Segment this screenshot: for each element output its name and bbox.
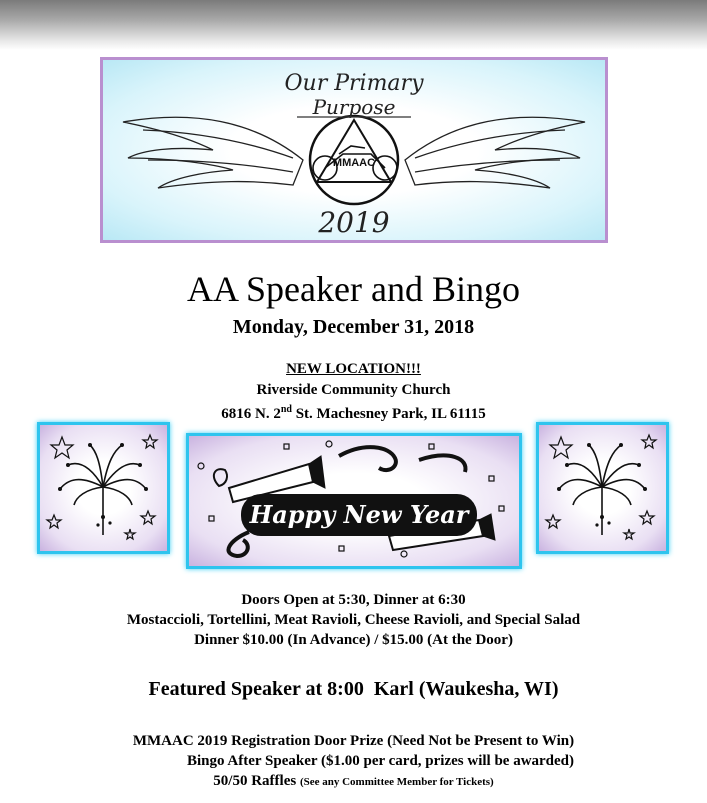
banner-year: 2019 bbox=[318, 206, 390, 239]
banner-badge: MMAAC bbox=[332, 157, 376, 169]
party-horn-icon bbox=[189, 436, 519, 566]
greeting-text: Happy New Year bbox=[249, 500, 469, 529]
venue-name: Riverside Community Church bbox=[256, 382, 451, 398]
featured-speaker bbox=[0, 677, 707, 701]
dinner-menu: Mostaccioli, Tortellini, Meat Ravioli, Cheese Ravioli, and Special Salad bbox=[126, 612, 581, 628]
happy-new-year-panel bbox=[186, 433, 522, 569]
top-shade bbox=[0, 0, 707, 50]
event-date: Monday, December 31, 2018 bbox=[232, 316, 475, 338]
dinner-price: Dinner $10.00 (In Advance) / $15.00 (At the Door) bbox=[194, 632, 513, 648]
wings-icon bbox=[123, 117, 585, 188]
speaker-name: Karl (Waukesha, WI) bbox=[373, 678, 559, 700]
venue-address: 6816 N. 2nd St. Machesney Park, IL 61115 bbox=[221, 404, 486, 422]
speaker-label: Featured Speaker at 8:00 bbox=[148, 678, 364, 700]
banner-our-primary-purpose bbox=[100, 57, 608, 243]
fireworks-panel-left bbox=[37, 422, 170, 554]
fireworks-panel-right bbox=[536, 422, 669, 554]
raffle-info: 50/50 Raffles (See any Committee Member for Tickets) bbox=[213, 773, 494, 789]
banner-line2: Purpose bbox=[312, 95, 396, 119]
event-title: AA Speaker and Bingo bbox=[187, 269, 520, 309]
doors-dinner-time: Doors Open at 5:30, Dinner at 6:30 bbox=[241, 592, 466, 608]
fireworks-icon bbox=[539, 425, 666, 551]
bingo-info: Bingo After Speaker ($1.00 per card, prizes will be awarded) bbox=[186, 753, 575, 769]
fireworks-icon bbox=[40, 425, 167, 551]
banner-line1: Our Primary bbox=[284, 71, 424, 96]
door-prize: MMAAC 2019 Registration Door Prize (Need Not be Present to Win) bbox=[132, 733, 575, 749]
location-notice: NEW LOCATION!!! bbox=[286, 361, 421, 377]
